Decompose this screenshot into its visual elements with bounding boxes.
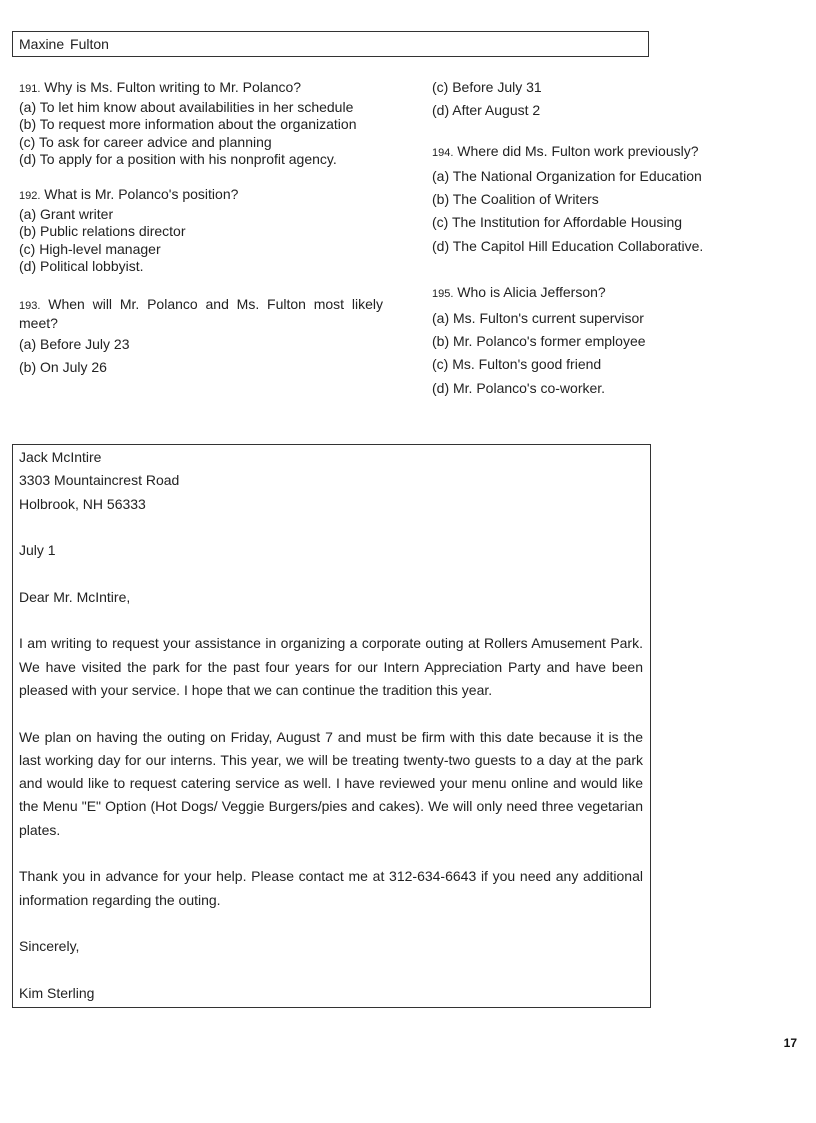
answer-option: (a) Ms. Fulton's current supervisor — [432, 309, 644, 326]
letter-salutation: Dear Mr. McIntire, — [19, 588, 131, 605]
answer-option: (b) Mr. Polanco's former employee — [432, 332, 646, 349]
answer-option: (c) The Institution for Affordable Housing — [432, 214, 683, 231]
letter-paragraph: We plan on having the outing on Friday, August 7 and must be firm with this date because it is the last working day for our interns. This year, we will be treating twenty-two guests to a day at the park and would like to request catering service as well. I have reviewed your menu online and would like the Menu "E" Option (Hot Dogs/ Veggie Burgers/pies and cakes). We will only need three vegetarian plates. — [19, 728, 643, 838]
question-191 — [19, 79, 389, 169]
question-number: 195. — [432, 288, 454, 301]
question-192 — [19, 186, 389, 276]
answer-option: (c) Before July 31 — [432, 79, 542, 95]
answer-option: (c) High-level manager — [19, 240, 161, 257]
question-text: Who is Alicia Jefferson? — [453, 284, 606, 301]
question-number: 191. — [19, 83, 41, 95]
letter-box — [12, 444, 651, 1008]
question-text: Why is Ms. Fulton writing to Mr. Polanco? — [40, 79, 302, 95]
answer-option: (a) Before July 23 — [19, 335, 130, 352]
header-name: Maxine Fulton — [19, 36, 109, 52]
letter-paragraph: I am writing to request your assistance in organizing a corporate outing at Rollers Amusement Park. We have visited the park for the past four years for our Intern Appreciation Party and have been pleased with your service. I hope that we can continue the tradition this year. — [19, 635, 643, 698]
question-195 — [432, 281, 732, 399]
question-number: 192. — [19, 190, 41, 202]
question-194 — [432, 140, 732, 258]
answer-option: (c) Ms. Fulton's good friend — [432, 356, 602, 373]
letter-address-line: Holbrook, NH 56333 — [19, 495, 146, 512]
answer-option: (b) Public relations director — [19, 223, 186, 239]
question-number: 194. — [432, 146, 454, 159]
answer-option: (a) To let him know about availabilities in her schedule — [19, 98, 354, 115]
letter-paragraph: Thank you in advance for your help. Please contact me at 312-634-6643 if you need any additional information regarding the outing. — [19, 868, 643, 908]
question-text: What is Mr. Polanco's position? — [40, 186, 239, 202]
answer-option: (a) The National Organization for Education — [432, 167, 702, 184]
header-name-box — [12, 31, 649, 57]
answer-option: (b) To request more information about the organization — [19, 116, 357, 132]
questions-left-column — [19, 79, 389, 379]
letter-signature: Kim Sterling — [19, 984, 95, 1001]
letter-recipient-name: Jack McIntire — [19, 449, 102, 465]
answer-option: (d) Mr. Polanco's co-worker. — [432, 379, 606, 396]
question-text: When will Mr. Polanco and Ms. Fulton most likely meet? — [19, 295, 383, 331]
page-number: 17 — [783, 1036, 797, 1050]
letter-address-line: 3303 Mountaincrest Road — [19, 472, 180, 489]
answer-option: (d) To apply for a position with his nonprofit agency. — [19, 151, 337, 167]
answer-option: (d) Political lobbyist. — [19, 258, 144, 274]
answer-option: (c) To ask for career advice and planning — [19, 133, 272, 150]
answer-option: (a) Grant writer — [19, 205, 114, 222]
question-193 — [19, 296, 389, 379]
question-193-continued — [432, 76, 732, 123]
questions-right-column — [432, 76, 732, 400]
letter-closing: Sincerely, — [19, 938, 80, 955]
question-text: Where did Ms. Fulton work previously? — [453, 142, 699, 159]
answer-option: (b) On July 26 — [19, 358, 107, 375]
letter — [19, 446, 643, 1005]
answer-option: (d) After August 2 — [432, 102, 541, 119]
letter-date: July 1 — [19, 542, 56, 559]
letter-address-block — [19, 446, 643, 516]
answer-option: (b) The Coalition of Writers — [432, 191, 599, 208]
question-number: 193. — [19, 299, 41, 312]
answer-option: (d) The Capitol Hill Education Collaborative. — [432, 237, 704, 254]
